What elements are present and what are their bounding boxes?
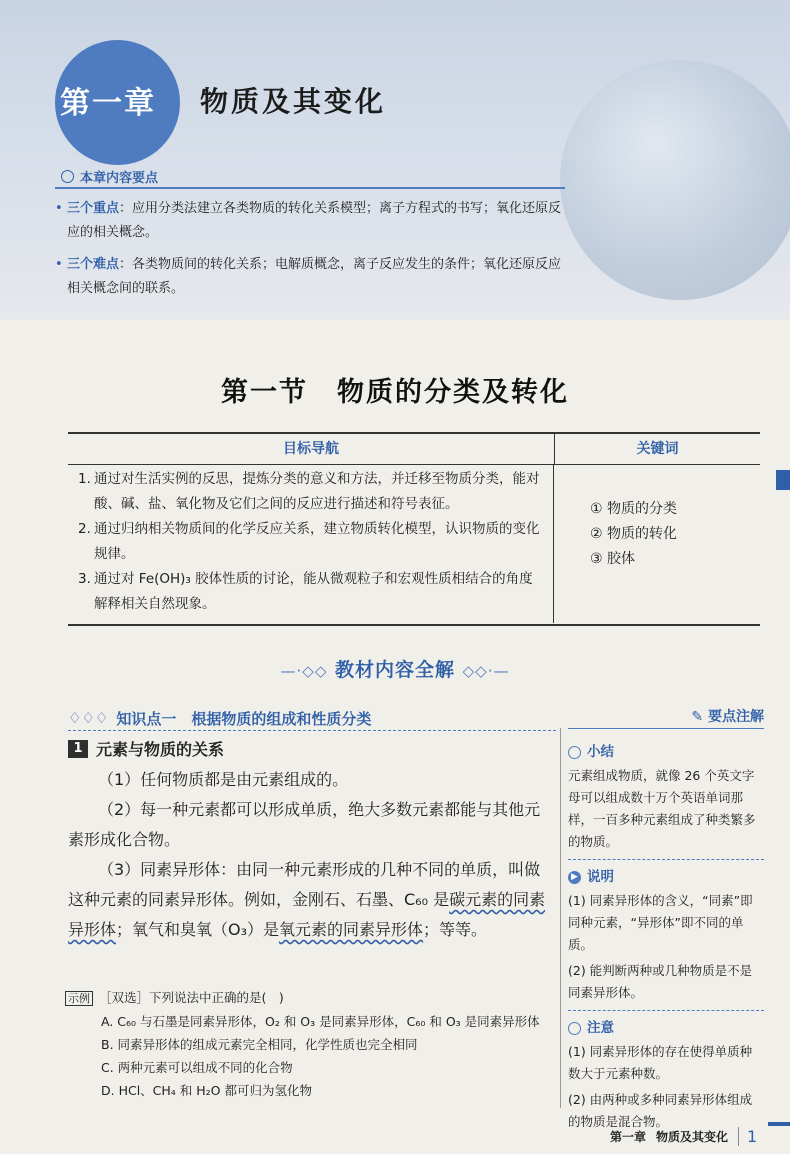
knowledge-point-title: [68, 706, 556, 731]
sidebar-heading-text: 小结: [587, 744, 614, 760]
goals-table: [68, 432, 760, 626]
chapter-summary: [55, 165, 565, 307]
page-footer: [610, 1127, 757, 1146]
goals-header-row: [68, 434, 760, 465]
example-option: B. 同素异形体的组成元素完全相同，化学性质也完全相同: [101, 1037, 418, 1052]
paragraph: （2）每一种元素都可以形成单质，绝大多数元素都能与其他元素形成化合物。: [68, 800, 541, 849]
goals-list: [68, 465, 554, 623]
bullet-icon: •: [55, 257, 63, 272]
notes-heading: [568, 706, 764, 729]
subsection-title: [68, 737, 224, 760]
knowledge-point-title-text: 知识点一 根据物质的组成和性质分类: [116, 709, 372, 728]
sidebar-explain-heading: [568, 866, 764, 888]
summary-heading: [55, 165, 565, 189]
example-option: D. HCl、CH₄ 和 H₂O 都可归为氢化物: [101, 1083, 312, 1098]
goal-number: 3.: [78, 571, 91, 587]
bullet-icon: •: [55, 201, 63, 216]
droplets-icon: ♢♢♢: [68, 709, 109, 727]
sidebar-note-heading: [568, 1017, 764, 1039]
pencil-icon: ✎: [691, 709, 704, 725]
sidebar-note-item: (1) 同素异形体的存在使得单质种数大于元素种数。: [568, 1044, 753, 1081]
paragraph-text: ；等等。: [423, 920, 488, 939]
footer-bar: [768, 1122, 790, 1126]
example-option: A. C₆₀ 与石墨是同素异形体，O₂ 和 O₃ 是同素异形体，C₆₀ 和 O₃ 是同素异形体: [101, 1014, 540, 1029]
sidebar-summary-text: 元素组成物质，就像 26 个英文字母可以组成数十万个英语单词那样，一百多种元素组成了种类繁多的物质。: [568, 768, 756, 849]
subsection-title-text: 元素与物质的关系: [96, 740, 225, 759]
paragraph: [68, 855, 556, 945]
summary-point-text: ：应用分类法建立各类物质的转化关系模型；离子方程式的书写；氧化还原反应的相关概念。: [67, 201, 562, 240]
goal-text: 通过对生活实例的反思，提炼分类的意义和方法，并迁移至物质分类，能对酸、碱、盐、氧化物及它们之间的反应进行描述和符号表征。: [94, 471, 540, 512]
keywords-heading: 关键词: [636, 441, 679, 457]
ring-icon: [568, 746, 581, 759]
sidebar-note-item: (2) 由两种或多种同素异形体组成的物质是混合物。: [568, 1092, 753, 1129]
summary-point-tag: 三个重点: [67, 201, 120, 216]
banner-title: 教材内容全解: [334, 659, 455, 681]
footer-chapter-title: 物质及其变化: [656, 1130, 729, 1144]
banner-right-deco: ◇◇·—: [462, 662, 510, 680]
section-title: 第一节 物质的分类及转化: [221, 377, 569, 408]
emphasis-text: 碳元素的同素异形体: [68, 890, 546, 939]
summary-heading-text: 本章内容要点: [80, 170, 159, 186]
keyword-item: ③ 胶体: [590, 551, 636, 567]
notes-sidebar: [568, 735, 764, 1137]
chapter-label: 第一章: [60, 86, 156, 121]
summary-point: [55, 253, 565, 301]
goal-text: 通过归纳相关物质间的化学反应关系，建立物质转化模型，认识物质的变化规律。: [94, 521, 540, 562]
summary-point-tag: 三个难点: [67, 257, 120, 272]
goals-body: [68, 465, 760, 623]
sidebar-divider: [568, 1010, 764, 1011]
keywords-list: [554, 465, 760, 623]
goal-text: 通过对 Fe(OH)₃ 胶体性质的讨论，能从微观粒子和宏观性质相结合的角度解释相关自然现象。: [94, 571, 533, 612]
planet-illustration: [560, 60, 790, 300]
keyword-item: ② 物质的转化: [590, 526, 678, 542]
goal-number: 1.: [78, 471, 91, 487]
goal-item: [78, 467, 545, 517]
keyword-item: ① 物质的分类: [590, 501, 678, 517]
paragraph-text: （3）同素异形体：由同一种元素形成的几种不同的单质，叫做这种元素的同素异形体。例如，金刚石、石墨、C₆₀ 是: [68, 860, 541, 909]
example-question-text: ［双选］下列说法中正确的是( ): [99, 990, 284, 1005]
summary-point: [55, 197, 565, 245]
column-divider: [560, 728, 561, 1108]
notes-heading-text: 要点注解: [708, 709, 764, 725]
goal-item: [78, 517, 545, 567]
download-circle-icon: [568, 1022, 581, 1035]
example-tag: 示例: [65, 991, 93, 1006]
paragraph: （1）任何物质都是由元素组成的。: [98, 770, 349, 789]
sidebar-explain-item: (1) 同素异形体的含义，“同素”即同种元素，“异形体”即不同的单质。: [568, 893, 753, 952]
summary-point-text: ：各类物质间的转化关系；电解质概念，离子反应发生的条件；氧化还原反应相关概念间的联系。: [67, 257, 562, 296]
content-banner: [0, 655, 790, 682]
paragraph-text: ；氧气和臭氧（O₃）是: [116, 920, 280, 939]
sidebar-heading-text: 说明: [587, 869, 614, 885]
main-body-text: [68, 765, 556, 945]
sidebar-divider: [568, 859, 764, 860]
goal-item: [78, 567, 545, 617]
download-circle-icon: [61, 170, 74, 183]
example-question: [65, 986, 555, 1010]
emphasis-text: 氧元素的同素异形体: [279, 920, 424, 939]
footer-chapter-label: 第一章: [610, 1130, 647, 1144]
goals-heading: 目标导航: [68, 434, 555, 464]
example-block: [65, 986, 555, 1102]
play-icon: ▶: [568, 871, 581, 884]
chapter-title: 物质及其变化: [200, 85, 387, 118]
example-option: C. 两种元素可以组成不同的化合物: [101, 1060, 293, 1075]
page-edge-marker: [776, 470, 790, 490]
sidebar-explain-item: (2) 能判断两种或几种物质是不是同素异形体。: [568, 963, 753, 1000]
sidebar-summary-heading: [568, 741, 764, 763]
goal-number: 2.: [78, 521, 91, 537]
banner-left-deco: —·◇◇: [280, 662, 328, 680]
page-number: 1: [738, 1127, 757, 1146]
subsection-number: 1: [68, 740, 88, 758]
sidebar-heading-text: 注意: [587, 1020, 614, 1036]
